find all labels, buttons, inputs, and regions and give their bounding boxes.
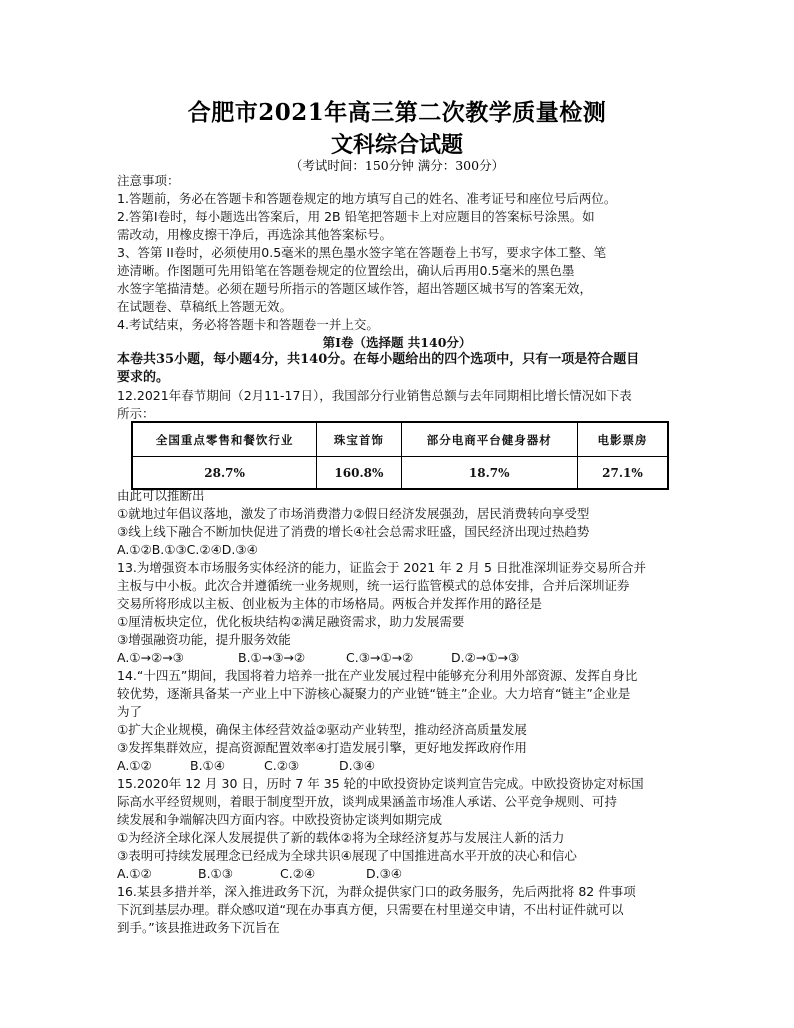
q16-stem: 16.某县多措并举，深入推进政务下沉，为群众提供家门口的政务服务，先后两批将 82 件事项 (117, 884, 636, 899)
notes-line: 需改动，用橡皮擦干净后，再选涂其他答案标号。 (117, 227, 393, 242)
q14-choice-b: B.①④ (190, 758, 225, 773)
q14-option-line: ①扩大企业规模，确保主体经营效益②驱动产业转型，推动经济高质量发展 (117, 722, 527, 737)
q15-choice-d: D.③④ (366, 866, 403, 881)
exam-title: 合肥市2021年高三第二次教学质量检测 (187, 99, 607, 126)
q13-option-line: ①厘清板块定位，优化板块结构②满足融资需求，助力发展需要 (117, 614, 465, 629)
table-cell: 27.1% (577, 457, 668, 490)
q13-stem: 13.为增强资本市场服务实体经济的能力，证监会于 2021 年 2 月 5 日批准深圳证券交易所合并 (117, 560, 646, 575)
q12-option-line: ①就地过年倡议落地，激发了市场消费潜力②假日经济发展强劲，居民消费转向享受型 (117, 506, 590, 521)
q16-stem: 到手。”该县推进政务下沉旨在 (117, 920, 280, 935)
q14-choice-a: A.①② (117, 758, 152, 773)
table-cell: 28.7% (132, 457, 317, 490)
q13-stem: 主板与中小板。此次合并遵循统一业务规则，统一运行监管模式的总体安排，合并后深圳证券 (117, 578, 630, 593)
q13-choice-c: C.③→①→② (346, 650, 414, 665)
table-cell: 160.8% (317, 457, 401, 490)
table-header-cell: 部分电商平台健身器材 (401, 422, 577, 457)
q14-choice-c: C.②③ (264, 758, 300, 773)
q13-stem: 交易所将形成以主板、创业板为主体的市场格局。两板合并发挥作用的路径是 (117, 596, 543, 611)
q15-stem: 15.2020年 12 月 30 日，历时 7 年 35 轮的中欧投资协定谈判宣告完成。中欧投资协定对标国 (117, 776, 644, 791)
notes-line: 在试题卷、草稿纸上答题无效。 (117, 299, 293, 314)
q12-lead: 由此可以推断出 (117, 488, 205, 503)
sales-growth-table (131, 421, 669, 490)
q13-choice-d: D.②→①→③ (451, 650, 520, 665)
q15-choice-c: C.②④ (280, 866, 316, 881)
q13-option-line: ③增强融资功能，提升服务效能 (117, 632, 291, 647)
q12-option-line: ③线上线下融合不断加快促进了消费的增长④社会总需求旺盛，国民经济出现过热趋势 (117, 524, 590, 539)
notes-line: 2.答第Ⅰ卷时，每小题选出答案后，用 2B 铅笔把答题卡上对应题目的答案标号涂黑。如 (117, 209, 595, 224)
q14-option-line: ③发挥集群效应，提高资源配置效率④打造发展引擎，更好地发挥政府作用 (117, 740, 527, 755)
exam-subtitle: 文科综合试题 (330, 132, 463, 158)
q16-stem: 下沉到基层办理。群众感叹道“现在办事真方便，只需要在村里递交申请，不出村证件就可以 (117, 902, 624, 917)
table-header-cell: 电影票房 (577, 422, 668, 457)
notes-line: 4.考试结束，务必将答题卡和答题卷一并上交。 (117, 317, 379, 332)
q15-stem: 际高水平经贸规则，着眼于制度型开放，谈判成果涵盖市场准人承诺、公平竞争规则、可持 (117, 794, 618, 809)
q14-stem: 14.“十四五”期间，我国将着力培养一批在产业发展过程中能够充分利用外部资源、发挥自身比 (117, 668, 638, 683)
notes-heading: 注意事项： (117, 173, 180, 188)
table-cell: 18.7% (401, 457, 577, 490)
q14-stem: 较优势，逐渐具备某一产业上中下游核心凝聚力的产业链“链主”企业。大力培育“链主”企业是 (117, 686, 631, 701)
q15-option-line: ①为经济全球化深人发展提供了新的载体②将为全球经济复苏与发展注人新的活力 (117, 830, 565, 845)
table-row (132, 457, 668, 490)
q13-choice-b: B.①→③→② (238, 650, 306, 665)
q15-choice-a: A.①② (117, 866, 152, 881)
q15-choice-b: B.①③ (198, 866, 233, 881)
q12-choices: A.①②B.①③C.②④D.③④ (117, 542, 258, 557)
table-header-cell: 珠宝首饰 (317, 422, 401, 457)
notes-line: 水签字笔描清楚。必须在题号所指示的答题区域作答，超出答题区城书写的答案无效， (117, 281, 593, 296)
section-instruction: 要求的。 (117, 370, 170, 385)
table-header-row (132, 422, 668, 457)
q12-stem: 12.2021年春节期间（2月11-17日），我国部分行业销售总额与去年同期相比增长情况如下表 (117, 388, 632, 403)
q14-stem: 为了 (117, 704, 143, 719)
exam-info: （考试时间：150分钟 满分：300分） (289, 158, 505, 173)
notes-line: 3、答第 II卷时，必须使用0.5毫米的黑色墨水签字笔在答题卷上书写，要求字体工整、笔 (117, 245, 607, 260)
section-title: 第Ⅰ卷（选择题 共140分） (322, 335, 472, 350)
q13-choice-a: A.①→②→③ (117, 650, 184, 665)
q15-stem: 续发展和争端解决四方面内容。中欧投资协定谈判如期完成 (117, 812, 443, 827)
q15-option-line: ③表明可持续发展理念已经成为全球共识④展现了中国推进高水平开放的决心和信心 (117, 848, 577, 863)
notes-line: 1.答题前，务必在答题卡和答题卷规定的地方填写自己的姓名、准考证号和座位号后两位。 (117, 191, 617, 206)
notes-line: 迹清晰。作图题可先用铅笔在答题卷规定的位置绘出，确认后再用0.5毫米的黑色墨 (117, 263, 575, 278)
section-instruction: 本卷共35小题，每小题4分，共140分。在每小题给出的四个选项中，只有一项是符合题目 (117, 352, 640, 367)
table-header-cell: 全国重点零售和餐饮行业 (132, 422, 317, 457)
q14-choice-d: D.③④ (339, 758, 376, 773)
q12-stem: 所示： (117, 406, 155, 421)
